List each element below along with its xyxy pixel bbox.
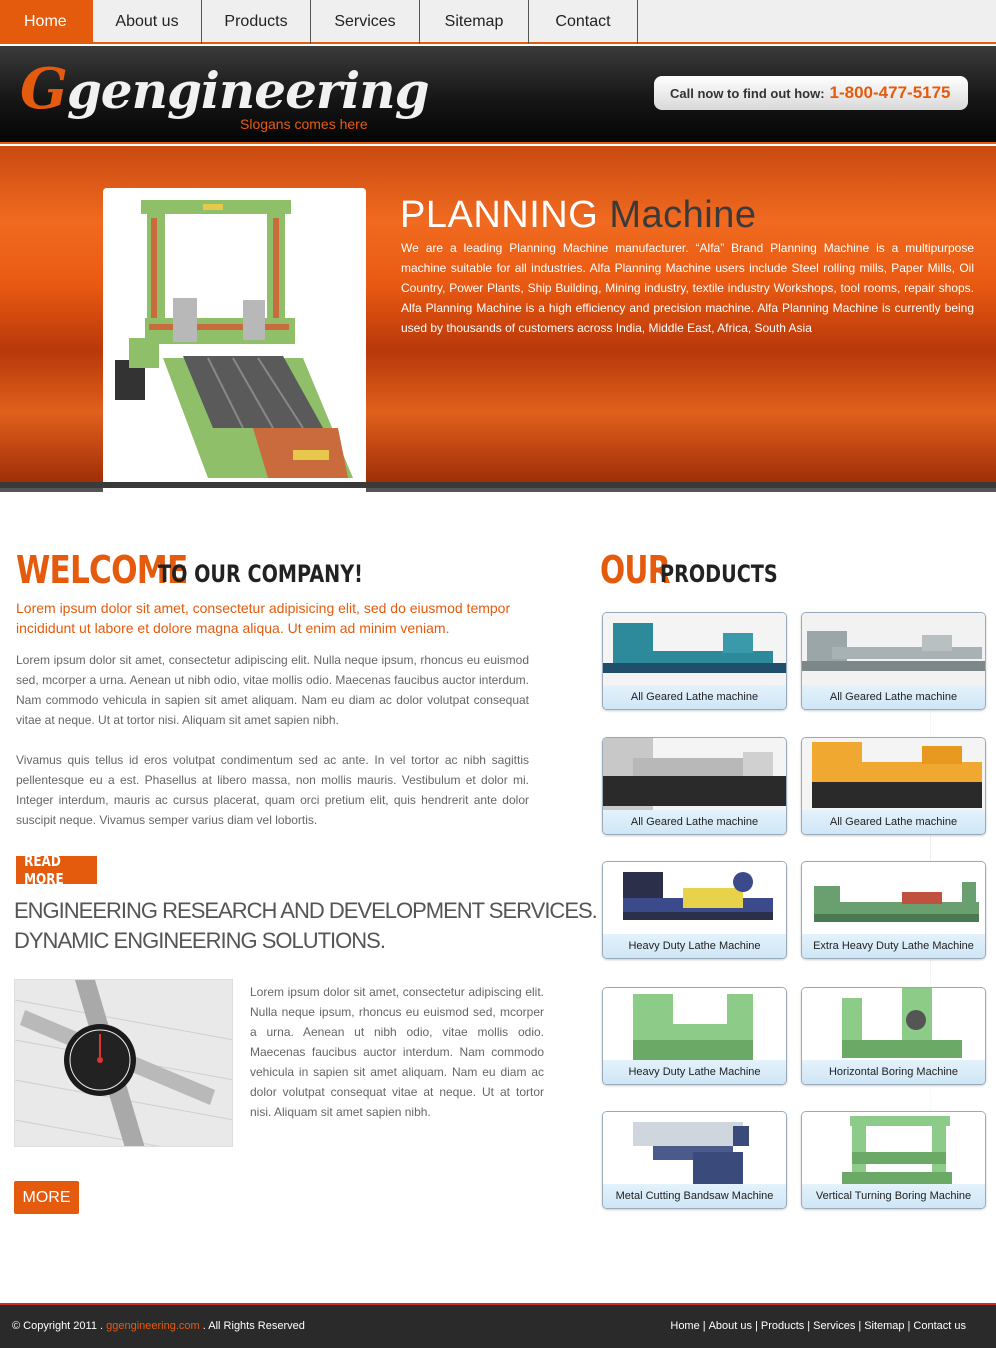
welcome-heading-small: TO OUR COMPANY! [158, 560, 363, 588]
product-card[interactable] [801, 861, 986, 959]
copyright-prefix: © Copyright 2011 . [12, 1320, 104, 1332]
top-nav [0, 0, 996, 44]
copyright [12, 1320, 305, 1332]
engineering-heading [14, 896, 597, 956]
product-label: All Geared Lathe machine [603, 810, 786, 834]
call-box [654, 76, 968, 110]
engineering-text: Lorem ipsum dolor sit amet, consectetur adipiscing elit. Nulla neque ipsum, rhoncus eu euismod sed, mcorper a urna. Aenean ut nibh odio, vitae mollis odio. Maecenas faucibus auctor interdum. Nam commodo vehicula in sapien sit amet aliquam. Nam eu diam ac dolor volutpat consequat vitae at neque. Ut at tortor nisi. Aliquam sit amet sapien nibh. [250, 985, 544, 1119]
products-heading [600, 548, 778, 592]
logo[interactable] [20, 56, 429, 122]
product-label: Metal Cutting Bandsaw Machine [603, 1184, 786, 1208]
slogan: Slogans comes here [240, 116, 368, 132]
nav-services[interactable]: Services [311, 0, 420, 44]
footer-separator: | [907, 1320, 911, 1332]
welcome-lead: Lorem ipsum dolor sit amet, consectetur adipisicing elit, sed do eiusmod tempor incididunt ut labore et dolore magna aliqua. Ut enim ad minim veniam. [16, 600, 511, 636]
product-card[interactable] [602, 1111, 787, 1209]
product-label: Extra Heavy Duty Lathe Machine [802, 934, 985, 958]
product-card[interactable] [801, 737, 986, 835]
copyright-suffix: . All Rights Reserved [202, 1320, 305, 1332]
welcome-heading [16, 548, 363, 592]
product-label: Heavy Duty Lathe Machine [603, 934, 786, 958]
product-label: Heavy Duty Lathe Machine [603, 1060, 786, 1084]
nav-sitemap[interactable]: Sitemap [420, 0, 529, 44]
product-card[interactable] [602, 737, 787, 835]
product-label: Horizontal Boring Machine [802, 1060, 985, 1084]
planning-machine-image [103, 188, 366, 492]
footer-separator: | [858, 1320, 862, 1332]
product-card[interactable] [801, 612, 986, 710]
product-label: All Geared Lathe machine [802, 810, 985, 834]
phone-number[interactable]: 1-800-477-5175 [829, 83, 951, 102]
read-more-button[interactable] [16, 852, 97, 888]
engineering-heading-line1: ENGINEERING RESEARCH AND DEVELOPMENT SERVICES. [14, 898, 597, 923]
product-card[interactable] [602, 861, 787, 959]
footer-links [670, 1320, 966, 1332]
footer-link-about-us[interactable]: About us [708, 1320, 752, 1332]
products-heading-small: PRODUCTS [660, 560, 778, 588]
logo-text: gengineering [66, 61, 429, 120]
products-heading-big: OUR [600, 548, 670, 592]
product-card[interactable] [801, 987, 986, 1085]
footer-separator: | [755, 1320, 758, 1332]
nav-about-us[interactable]: About us [93, 0, 202, 44]
product-card[interactable] [602, 612, 787, 710]
product-label: Vertical Turning Boring Machine [802, 1184, 985, 1208]
more-button[interactable]: MORE [14, 1181, 79, 1214]
product-label: All Geared Lathe machine [802, 685, 985, 709]
welcome-paragraph-2: Vivamus quis tellus id eros volutpat condimentum sed ac ante. In vel tortor ac nibh sagittis pellentesque eu a est. Phasellus at libero massa, non mollis mauris. Vestibulum et dolor mi. Integer interdum, mauris ac cursus placerat, quam orci pretium elit, quis hendrerit ante dolor suscipit neque. Vivamus semper varius diam vel lobortis. [16, 753, 529, 827]
engineering-heading-line2: DYNAMIC ENGINEERING SOLUTIONS. [14, 928, 385, 953]
welcome-paragraph-1: Lorem ipsum dolor sit amet, consectetur adipiscing elit. Nulla neque ipsum, rhoncus eu euismod sed, mcorper a urna. Aenean ut nibh odio, vitae mollis odio. Maecenas faucibus auctor interdum. Nam commodo vehicula in sapien sit amet aliquam. Nam eu diam ac dolor volutpat consequat vitae at neque. Ut at tortor nisi. Aliquam sit amet sapien nibh. [16, 653, 529, 727]
footer-separator: | [807, 1320, 811, 1332]
read-more-label: READ MORE [24, 852, 64, 888]
footer-link-services[interactable]: Services [813, 1320, 856, 1332]
nav-home[interactable]: Home [0, 0, 93, 44]
header [0, 46, 996, 144]
product-card[interactable] [801, 1111, 986, 1209]
caliper-image [14, 979, 233, 1147]
footer-link-sitemap[interactable]: Sitemap [864, 1320, 905, 1332]
banner-title [400, 194, 756, 237]
hero-banner [0, 146, 996, 492]
nav-contact[interactable]: Contact [529, 0, 638, 44]
footer [0, 1303, 996, 1348]
footer-link-contact-us[interactable]: Contact us [913, 1320, 966, 1332]
footer-separator: | [702, 1320, 706, 1332]
product-card[interactable] [602, 987, 787, 1085]
banner-title-accent: Machine [609, 194, 757, 236]
call-label: Call now to find out how: [670, 85, 825, 101]
nav-products[interactable]: Products [202, 0, 311, 44]
footer-link-products[interactable]: Products [760, 1320, 805, 1332]
product-label: All Geared Lathe machine [603, 685, 786, 709]
footer-link-home[interactable]: Home [670, 1320, 700, 1332]
logo-g: G [20, 56, 67, 122]
banner-title-main: PLANNING [400, 194, 599, 236]
welcome-heading-big: WELCOME [16, 548, 188, 592]
banner-text: We are a leading Planning Machine manufacturer. “Alfa” Brand Planning Machine is a multipurpose machine suitable for all industries. Alfa Planning Machine users include Steel rolling mills, Paper Mills, Oil Country, Power Plants, Ship Building, Mining industry, textile industry Workshops, tool rooms, repair shops. Alfa Planning Machine is a high efficiency and precision machine. Alfa Planning Machine is currently being used by thousands of customers across India, Middle East, Africa, South Asia [401, 241, 974, 335]
copyright-link[interactable]: ggengineering.com [106, 1320, 200, 1332]
